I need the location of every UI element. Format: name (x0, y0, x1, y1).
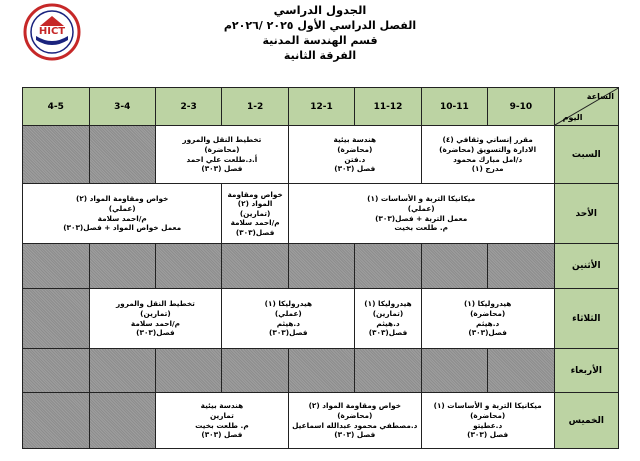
entry-line: (عملي) (407, 203, 435, 213)
class-cell (421, 393, 554, 449)
class-cell (421, 289, 554, 349)
class-cell (222, 184, 288, 244)
schedule-table (22, 87, 619, 449)
term-label: الفصل الدراسي الأول ٢٠٢٥ /٢٠٢٦م (223, 19, 417, 32)
entry-line: هيدروليكا (١) (264, 299, 313, 309)
entry-line: تخطيط النقل والمرور (182, 135, 262, 145)
entry-line: د.فتن (344, 154, 366, 164)
entry-line: تمارين (209, 410, 234, 420)
entry-line: فصل (٣٠٣) (334, 430, 376, 440)
entry-line: فصل(٣٠٣) (468, 328, 507, 338)
class-entry (289, 401, 421, 439)
class-cell (421, 126, 554, 184)
entry-line: م/احمد سلامة (130, 318, 180, 328)
corner-cell (554, 88, 618, 126)
class-entry (289, 135, 421, 173)
entry-line: م/احمد سلامة (97, 213, 147, 223)
row-saturday (23, 126, 619, 184)
class-entry (422, 299, 554, 337)
entry-line: خواص ومقاومة (227, 189, 283, 199)
entry-line: د.مصطفي محمود عبدالله اسماعيل (292, 420, 418, 430)
day-tuesday: الثلاثاء (554, 289, 618, 349)
entry-line: هيدروليكا (١) (463, 299, 512, 309)
entry-line: م. طلعت بخيت (394, 223, 448, 233)
class-cell (222, 289, 355, 349)
day-saturday: السبت (554, 126, 618, 184)
slot-header: 11-12 (355, 88, 421, 126)
day-wednesday: الأربعاء (554, 349, 618, 393)
class-cell (288, 393, 421, 449)
row-thursday (23, 393, 619, 449)
entry-line: (محاضرة) (470, 308, 506, 318)
entry-line: م/احمد سلامة (230, 218, 280, 228)
class-entry (156, 401, 288, 439)
class-entry (422, 401, 554, 439)
class-cell (155, 126, 288, 184)
blocked-cell (155, 349, 221, 393)
entry-line: (محاضرة) (470, 410, 506, 420)
entry-line: فصل(٣٠٣) (235, 227, 275, 237)
row-wednesday (23, 349, 619, 393)
schedule-title: الجدول الدراسي (273, 3, 367, 17)
entry-line: (تمارين) (372, 308, 404, 318)
blocked-cell (89, 349, 155, 393)
blocked-cell (89, 393, 155, 449)
entry-line: هندسة بيئية (333, 135, 377, 145)
entry-line: د.هيثم (276, 318, 300, 328)
day-label: اليوم (562, 113, 583, 122)
time-label: الساعة (586, 92, 614, 101)
entry-line: فصل (٣٠٣) (334, 164, 376, 174)
entry-line: (تمارين) (140, 308, 171, 318)
blocked-cell (23, 126, 90, 184)
day-thursday: الخميس (554, 393, 618, 449)
blocked-cell (288, 244, 354, 289)
entry-line: فصل(٣٠٣) (269, 328, 308, 338)
day-monday: الأثنين (554, 244, 618, 289)
slot-header: 9-10 (488, 88, 554, 126)
entry-line: تخطيط النقل والمرور (115, 299, 195, 309)
class-entry (90, 299, 222, 337)
slot-header: 3-4 (89, 88, 155, 126)
entry-line: م. طلعت بخيت (195, 420, 249, 430)
entry-line: (تمارين) (239, 208, 271, 218)
slot-header: 10-11 (421, 88, 487, 126)
entry-line: خواص ومقاومة المواد (٢) (308, 401, 401, 411)
day-sunday: الأحد (554, 184, 618, 244)
entry-line: مدرج (١) (471, 164, 504, 174)
entry-line: د.هيثم (376, 318, 400, 328)
blocked-cell (355, 349, 421, 393)
entry-line: مقرر إنساني وثقافي (٤) (442, 135, 533, 145)
slot-header: 2-3 (155, 88, 221, 126)
institute-logo (22, 2, 82, 62)
entry-line: ميكانيكا التربة و الأساسات (١) (433, 401, 542, 411)
entry-line: (محاضرة) (337, 410, 373, 420)
class-cell (288, 126, 421, 184)
entry-line: د.عطيتو (473, 420, 503, 430)
class-cell (23, 184, 222, 244)
entry-line: (عملي) (108, 203, 136, 213)
blocked-cell (89, 126, 155, 184)
entry-line: أ.د.طلعت علي احمد (186, 154, 258, 164)
blocked-cell (222, 349, 288, 393)
blocked-cell (421, 244, 487, 289)
entry-line: (عملي) (274, 308, 302, 318)
entry-line: فصل(٣٠٣) (136, 328, 175, 338)
class-entry (422, 135, 554, 173)
entry-line: ميكانيكا التربة و الأساسات (١) (367, 194, 476, 204)
class-cell (155, 393, 288, 449)
blocked-cell (89, 244, 155, 289)
row-monday (23, 244, 619, 289)
blocked-cell (23, 393, 90, 449)
class-entry (355, 299, 420, 337)
entry-line: د/امل مبارك محمود (453, 154, 523, 164)
entry-line: د.هيثم (476, 318, 500, 328)
year-level-label: الفرقة الثانية (283, 49, 357, 62)
entry-line: خواص ومقاومة المواد (٢) (75, 194, 169, 204)
logo-text: HICT (38, 26, 66, 37)
blocked-cell (23, 244, 90, 289)
entry-line: (محاضرة) (204, 144, 240, 154)
class-entry (222, 299, 354, 337)
entry-line: فصل (٣٠٣) (201, 164, 243, 174)
slot-header: 12-1 (288, 88, 354, 126)
entry-line: معمل خواص المواد + فصل(٣٠٣) (63, 223, 182, 233)
entry-line: فصل (٣٠٣) (201, 430, 243, 440)
blocked-cell (488, 244, 554, 289)
blocked-cell (488, 349, 554, 393)
slot-header: 4-5 (23, 88, 90, 126)
class-entry (23, 194, 221, 232)
class-cell (288, 184, 554, 244)
entry-line: هيدروليكا (١) (364, 299, 412, 309)
class-entry (289, 194, 554, 232)
blocked-cell (155, 244, 221, 289)
slot-header: 1-2 (222, 88, 288, 126)
entry-line: الادارة والتسويق (محاضرة) (439, 144, 537, 154)
entry-line: معمل التربة + فصل(٣٠٣) (375, 213, 468, 223)
blocked-cell (421, 349, 487, 393)
entry-line: فصل (٣٠٣) (467, 430, 509, 440)
blocked-cell (23, 289, 90, 349)
department-label: قسم الهندسة المدنية (262, 34, 378, 47)
blocked-cell (222, 244, 288, 289)
blocked-cell (355, 244, 421, 289)
class-entry (222, 190, 287, 238)
class-entry (156, 135, 288, 173)
entry-line: هندسة بيئية (200, 401, 244, 411)
entry-line: فصل(٣٠٣) (368, 328, 408, 338)
blocked-cell (23, 349, 90, 393)
header-row (23, 88, 619, 126)
entry-line: (محاضرة) (337, 144, 373, 154)
blocked-cell (288, 349, 354, 393)
class-cell (89, 289, 222, 349)
schedule-header (150, 3, 490, 63)
row-sunday (23, 184, 619, 244)
entry-line: المواد (٢) (237, 199, 273, 209)
row-tuesday (23, 289, 619, 349)
class-cell (355, 289, 421, 349)
